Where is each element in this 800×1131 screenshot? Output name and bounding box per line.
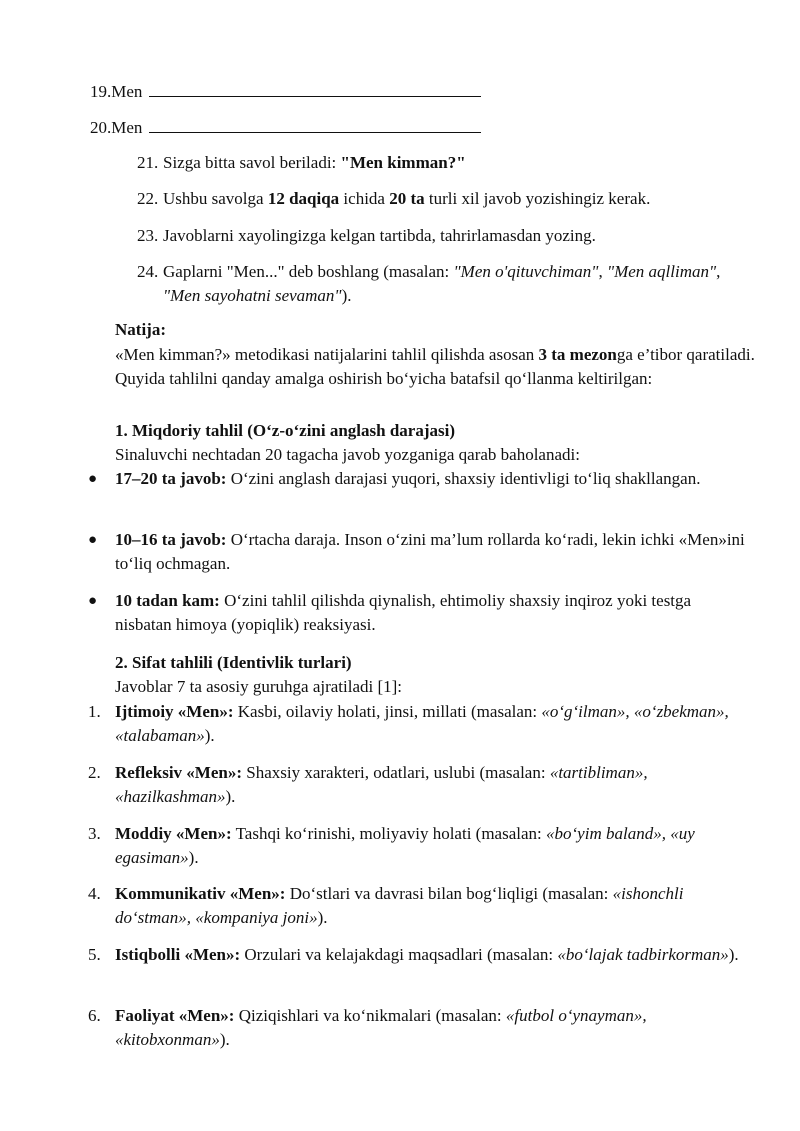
blank-line-20 (90, 114, 481, 140)
line-number: 20. (90, 118, 112, 137)
instruction-text: Javoblarni xayolingizga kelgan tartibda, tahrirlamasdan yozing. (163, 226, 596, 245)
bullet-icon: ● (88, 532, 98, 548)
list-item: 4. Kommunikativ «Men»: Do‘stlari va davrasi bilan bog‘liqligi (masalan: «ishonchli do‘stman», «kompaniya joni»). (88, 884, 684, 927)
section1-heading: 1. Miqdoriy tahlil (O‘z-o‘zini anglash darajasi) (115, 421, 455, 440)
instruction-number: 21. (137, 153, 159, 172)
instruction-21 (137, 151, 737, 175)
bullet-icon: ● (88, 593, 98, 609)
answer-blank (149, 78, 481, 97)
instruction-number: 22. (137, 189, 159, 208)
list-item: 5. Istiqbolli «Men»: Orzulari va kelajakdagi maqsadlari (masalan: «bo‘lajak tadbirkorman»). (88, 945, 739, 964)
instruction-text: Gaplarni "Men..." deb boshlang (masalan: "Men o'qituvchiman", "Men aqlliman", "Men sayohatni sevaman"). (163, 262, 721, 305)
section1-intro: Sinaluvchi nechtadan 20 tagacha javob yozganiga qarab baholanadi: (115, 445, 580, 464)
instruction-number: 23. (137, 226, 159, 245)
instruction-number: 24. (137, 262, 159, 281)
line-word: Men (111, 82, 143, 101)
natija-paragraph: «Men kimman?» metodikasi natijalarini tahlil qilishda asosan 3 ta mezonga e’tibor qaratiladi. Quyida tahlilni qanday amalga oshirish bo‘yicha batafsil qo‘llanma keltirilgan: (115, 345, 755, 388)
list-item: 1. Ijtimoiy «Men»: Kasbi, oilaviy holati, jinsi, millati (masalan: «o‘g‘ilman», «o‘zbekman», «talabaman»). (88, 702, 729, 745)
instruction-24 (137, 260, 737, 308)
line-number: 19. (90, 82, 112, 101)
natija-heading: Natija: (115, 320, 166, 339)
instruction-text: Sizga bitta savol beriladi: "Men kimman?" (163, 153, 466, 172)
list-item: ● 10–16 ta javob: O‘rtacha daraja. Inson o‘zini ma’lum rollarda ko‘radi, lekin ichki «Men»ini to‘liq ochmagan. (88, 528, 748, 576)
section2-heading: 2. Sifat tahlili (Identivlik turlari) (115, 653, 352, 672)
list-item: 3. Moddiy «Men»: Tashqi ko‘rinishi, moliyaviy holati (masalan: «bo‘yim baland», «uy egasiman»). (88, 824, 695, 867)
list-item: ● 17–20 ta javob: O‘zini anglash darajasi yuqori, shaxsiy identivligi to‘liq shakllangan. (88, 467, 748, 491)
question-text: "Men kimman?" (340, 153, 466, 172)
list-item: 6. Faoliyat «Men»: Qiziqishlari va ko‘nikmalari (masalan: «futbol o‘ynayman», «kitobxonman»). (88, 1006, 647, 1049)
instruction-23 (137, 224, 737, 248)
answer-blank (149, 114, 481, 133)
instruction-text: Ushbu savolga 12 daqiqa ichida 20 ta turli xil javob yozishingiz kerak. (163, 189, 651, 208)
list-item: 2. Refleksiv «Men»: Shaxsiy xarakteri, odatlari, uslubi (masalan: «tartibliman», «hazilkashman»). (88, 763, 648, 806)
list-item: ● 10 tadan kam: O‘zini tahlil qilishda qiynalish, ehtimoliy shaxsiy inqiroz yoki testga nisbatan himoya (yopiqlik) reaksiyasi. (88, 589, 748, 637)
section2-intro: Javoblar 7 ta asosiy guruhga ajratiladi [1]: (115, 677, 403, 696)
line-word: Men (111, 118, 143, 137)
bullet-icon: ● (88, 471, 98, 487)
blank-line-19 (90, 78, 481, 104)
instruction-22 (137, 187, 737, 211)
